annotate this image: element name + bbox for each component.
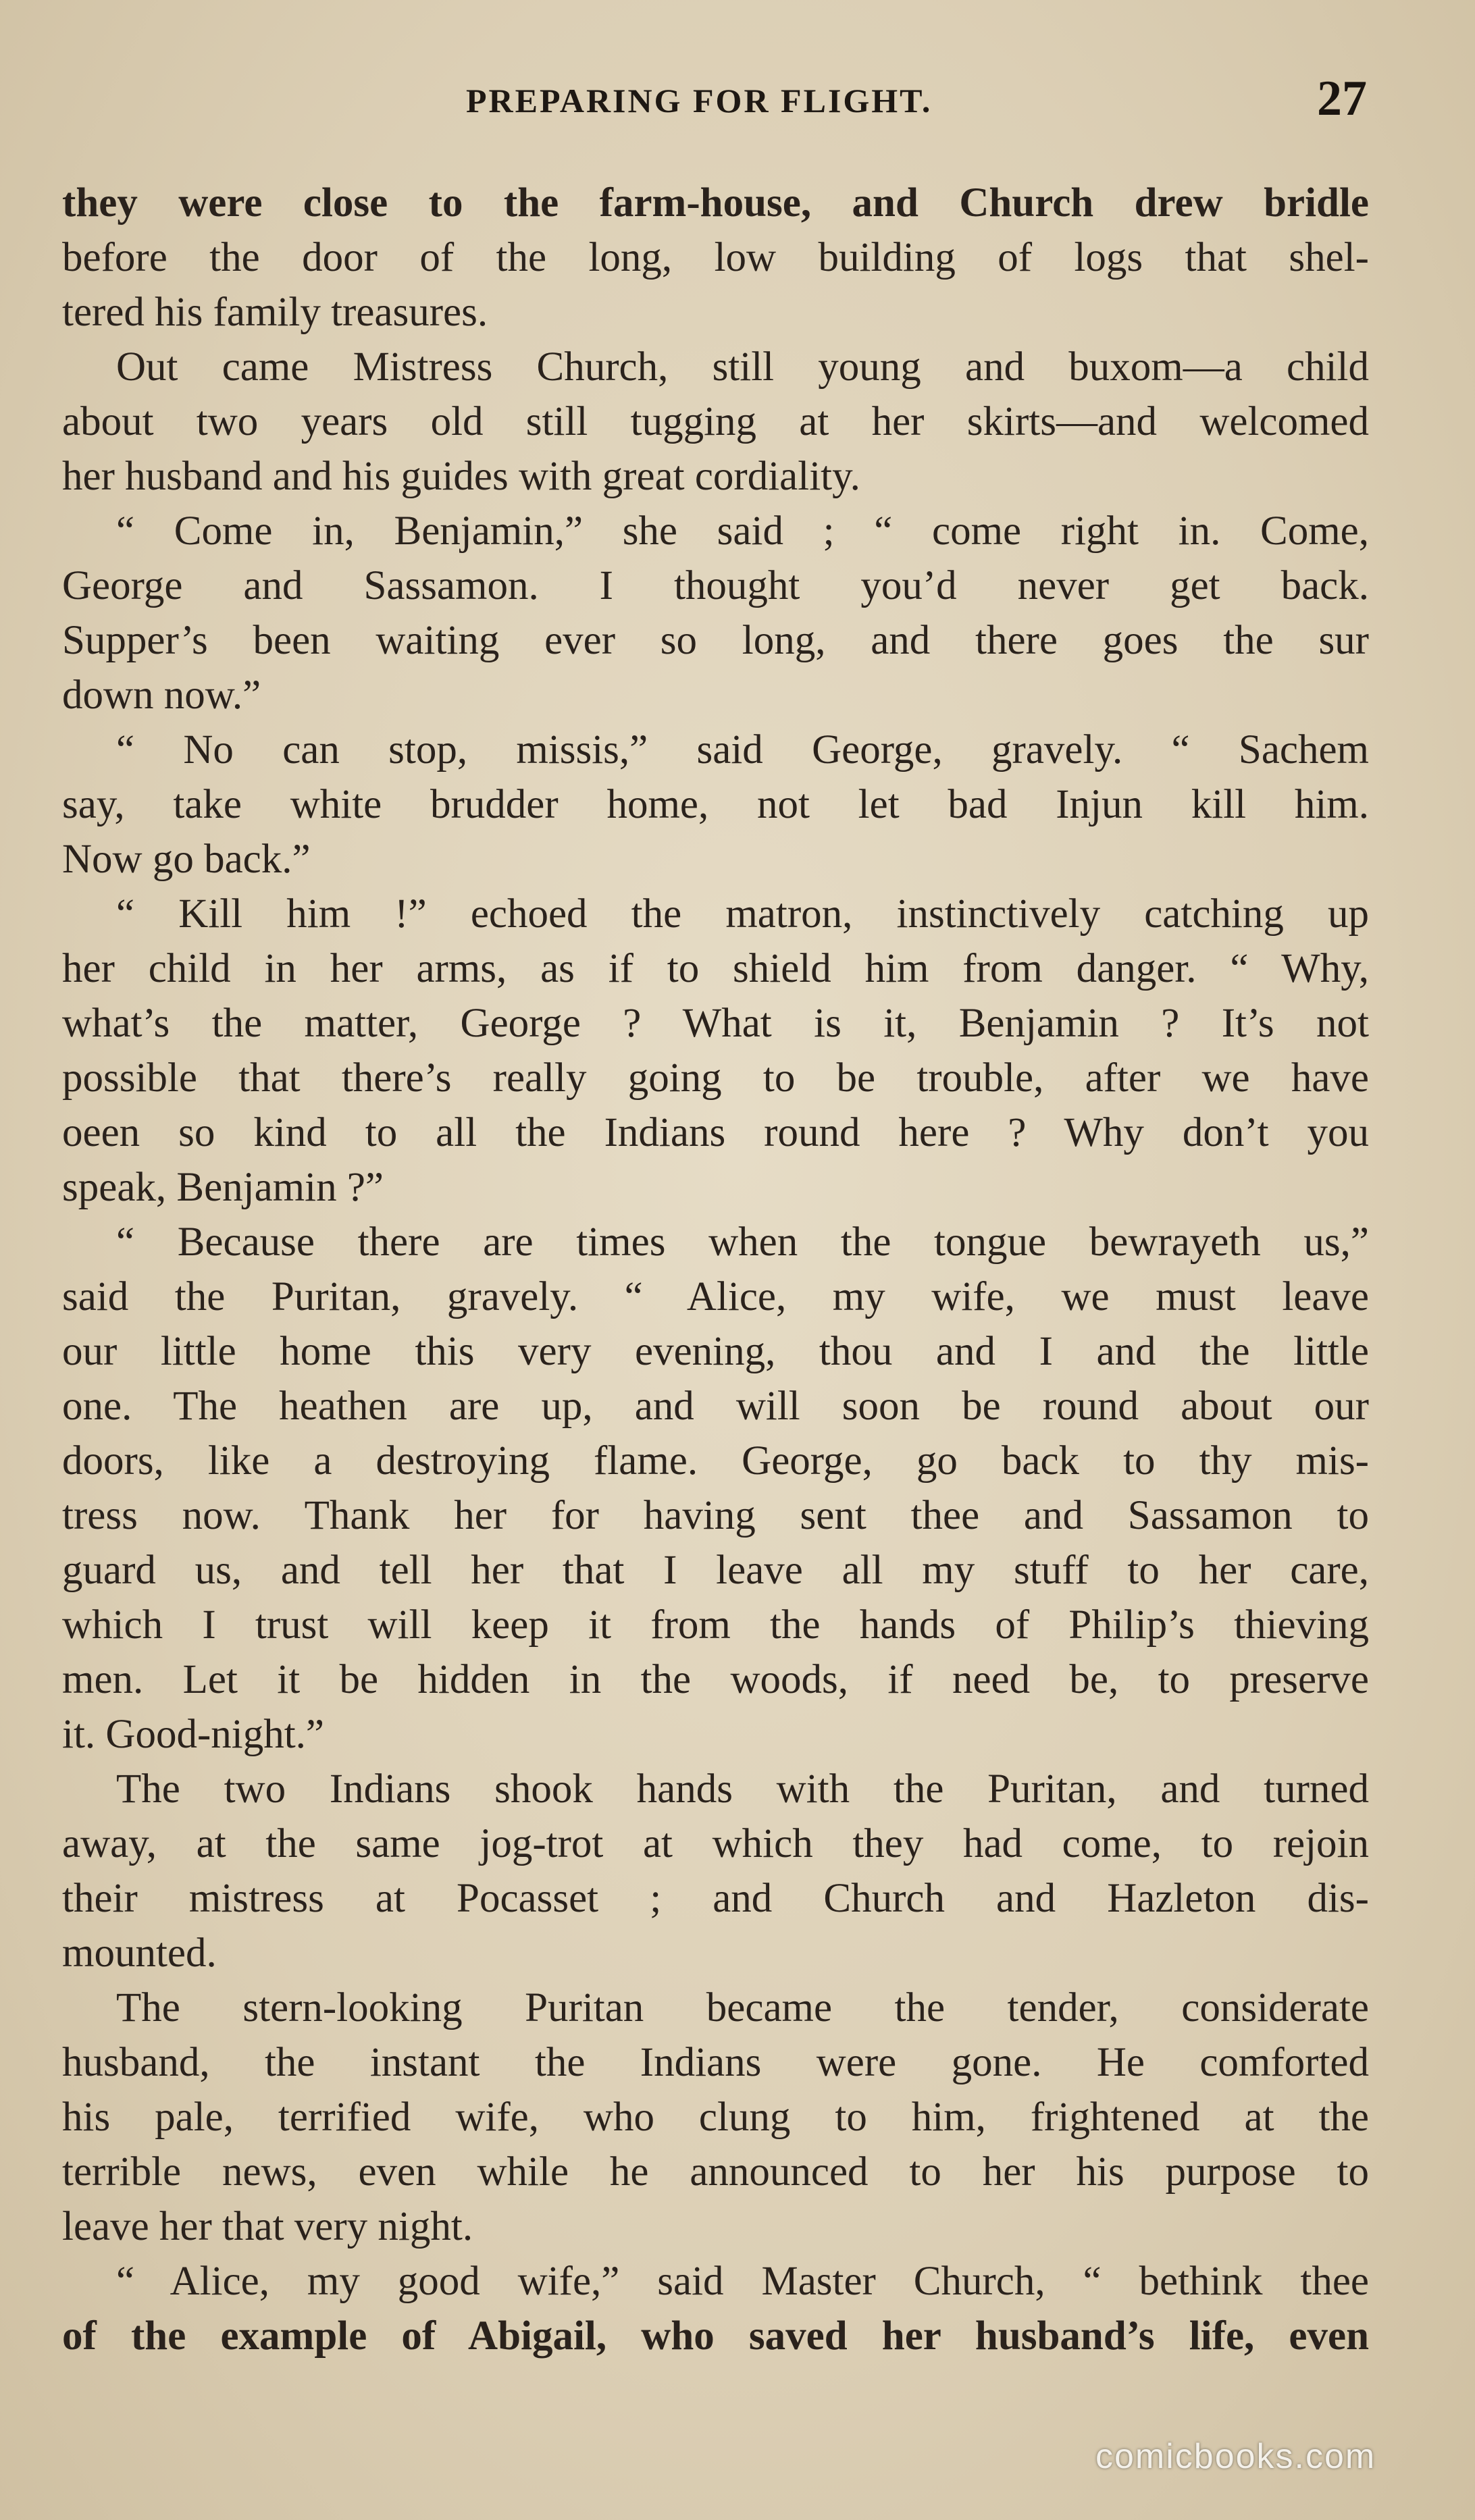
text-line: our little home this very evening, thou and I and the little [62,1329,1369,1374]
text-line: his pale, terrified wife, who clung to him, frightened at the [62,2095,1369,2140]
text-line: mounted. [62,1931,217,1976]
watermark: comicbooks.com [1095,2437,1376,2476]
text-line: away, at the same jog-trot at which they had come, to rejoin [62,1821,1369,1866]
text-line: one. The heathen are up, and will soon be round about our [62,1384,1369,1429]
text-line: The two Indians shook hands with the Puritan, and turned [116,1766,1369,1812]
text-line: The stern-looking Puritan became the tender, considerate [116,1985,1369,2030]
text-line: “ Because there are times when the tongue bewrayeth us,” [116,1219,1369,1265]
text-line: tered his family treasures. [62,290,488,335]
text-line: they were close to the farm-house, and Church drew bridle [62,180,1369,226]
text-line: “ No can stop, missis,” said George, gravely. “ Sachem [116,727,1369,772]
text-line: her child in her arms, as if to shield him from danger. “ Why, [62,946,1369,991]
text-line: doors, like a destroying flame. George, go back to thy mis- [62,1438,1369,1484]
text-line: about two years old still tugging at her skirts—and welcomed [62,399,1369,444]
text-line: “ Kill him !” echoed the matron, instinctively catching up [116,891,1369,937]
text-line: Supper’s been waiting ever so long, and there goes the sur [62,618,1369,663]
text-line: their mistress at Pocasset ; and Church and Hazleton dis- [62,1876,1369,1921]
text-line: possible that there’s really going to be trouble, after we have [62,1055,1369,1101]
text-line: men. Let it be hidden in the woods, if need be, to preserve [62,1657,1369,1702]
text-line: “ Alice, my good wife,” said Master Church, “ bethink thee [116,2259,1369,2304]
text-line: leave her that very night. [62,2204,473,2249]
text-line: oeen so kind to all the Indians round here ? Why don’t you [62,1110,1369,1155]
text-line: it. Good-night.” [62,1712,324,1757]
text-line: George and Sassamon. I thought you’d never get back. [62,563,1369,608]
text-line: speak, Benjamin ?” [62,1165,384,1210]
text-line: tress now. Thank her for having sent thee and Sassamon to [62,1493,1369,1538]
text-line: “ Come in, Benjamin,” she said ; “ come right in. Come, [116,508,1369,554]
text-line: down now.” [62,673,261,718]
text-line: Now go back.” [62,837,311,882]
text-line: guard us, and tell her that I leave all my stuff to her care, [62,1548,1369,1593]
body-text [62,176,1369,2363]
text-line: Out came Mistress Church, still young and buxom—a child [116,344,1369,390]
text-line: which I trust will keep it from the hands of Philip’s thieving [62,1602,1369,1648]
text-line: what’s the matter, George ? What is it, Benjamin ? It’s not [62,1001,1369,1046]
text-line: terrible news, even while he announced to her his purpose to [62,2149,1369,2195]
text-line: say, take white brudder home, not let bad Injun kill him. [62,782,1369,827]
text-line: said the Puritan, gravely. “ Alice, my wife, we must leave [62,1274,1369,1319]
running-head [0,71,1475,130]
text-line: husband, the instant the Indians were gone. He comforted [62,2040,1369,2085]
page-number: 27 [1317,71,1367,126]
text-line: before the door of the long, low building of logs that shel- [62,235,1369,280]
text-line: her husband and his guides with great cordiality. [62,454,860,499]
text-line: of the example of Abigail, who saved her husband’s life, even [62,2313,1369,2359]
running-title: PREPARING FOR FLIGHT. [466,82,933,120]
